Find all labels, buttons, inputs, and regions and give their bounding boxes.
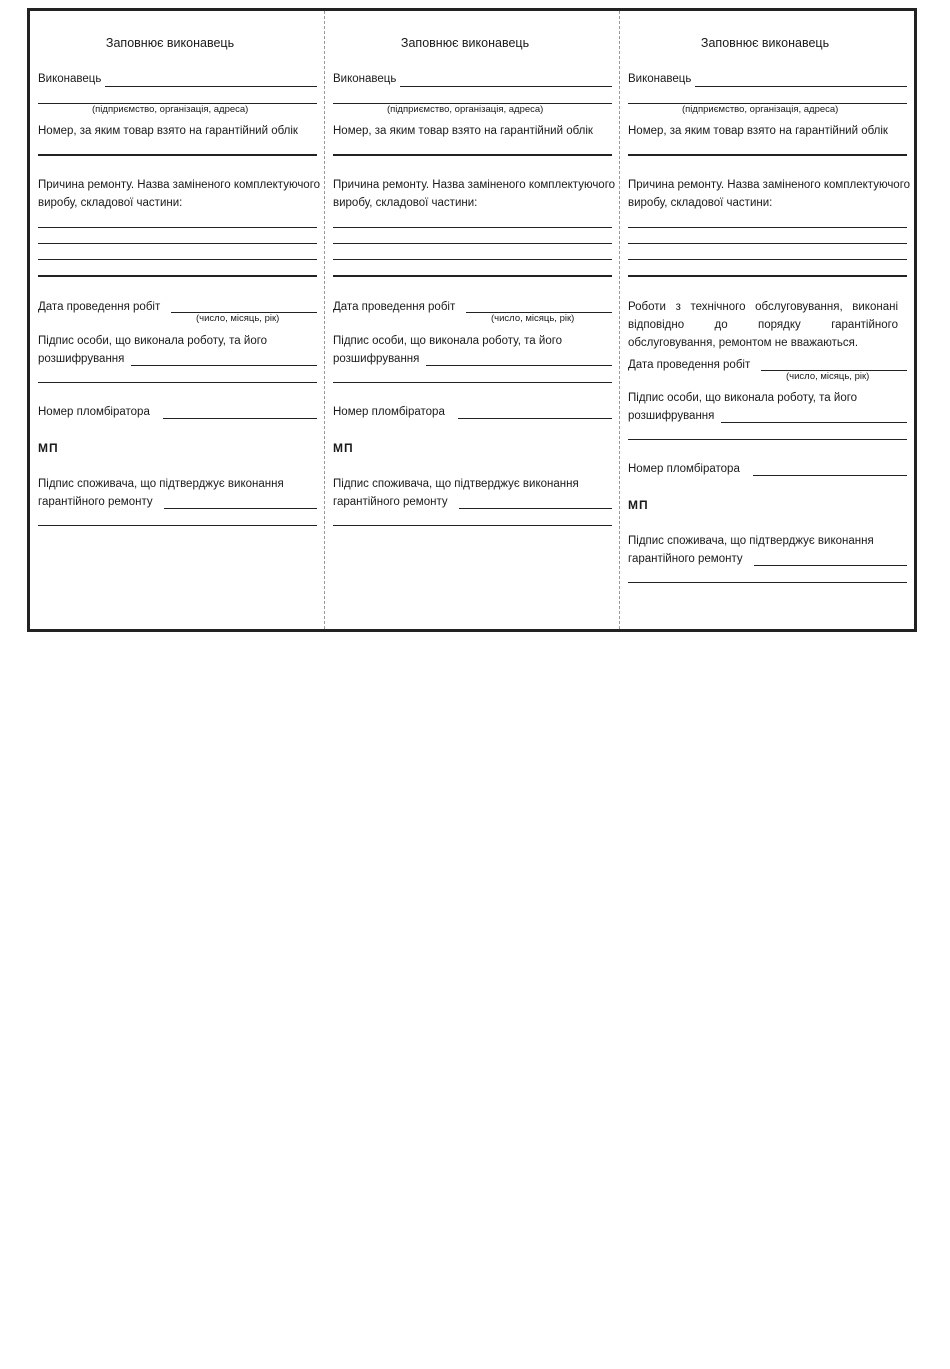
stamp-label: МП [38,441,59,455]
warranty-number-label: Номер, за яким товар взято на гарантійний облік [333,125,593,137]
executor-field-line[interactable] [105,86,317,87]
coupon-header: Заповнює виконавець [400,36,530,50]
repair-reason-field-line[interactable] [628,243,907,244]
consumer-signature-label-line1: Підпис споживача, що підтверджує виконання [38,478,284,490]
worker-signature-field-line-2[interactable] [628,439,907,440]
sealer-number-field-line[interactable] [163,418,317,419]
worker-signature-field-line[interactable] [426,365,612,366]
coupon-header: Заповнює виконавець [700,36,830,50]
worker-signature-label-line2: розшифрування [333,353,420,365]
consumer-signature-field-line[interactable] [459,508,612,509]
consumer-signature-label-line2: гарантійного ремонту [333,496,448,508]
consumer-signature-label-line1: Підпис споживача, що підтверджує виконання [628,535,874,547]
consumer-signature-label-line2: гарантійного ремонту [38,496,153,508]
work-date-label: Дата проведення робіт [38,301,161,313]
repair-reason-label-line2: виробу, складової частини: [333,197,478,209]
consumer-signature-field-line[interactable] [754,565,907,566]
repair-reason-field-line[interactable] [628,227,907,228]
worker-signature-field-line[interactable] [131,365,317,366]
repair-reason-field-line[interactable] [333,243,612,244]
consumer-signature-field-line-2[interactable] [333,525,612,526]
sealer-number-label: Номер пломбіратора [38,406,150,418]
repair-reason-field-line[interactable] [628,275,907,277]
executor-label: Виконавець [38,73,102,85]
maintenance-note: Роботи з технічного обслуговування, виконані відповідно до порядку гарантійного обслуговування, ремонтом не вважаються. [628,301,898,349]
stamp-label: МП [628,498,649,512]
repair-reason-field-line[interactable] [38,227,317,228]
work-date-hint: (число, місяць, рік) [786,371,870,382]
sealer-number-label: Номер пломбіратора [333,406,445,418]
stamp-label: МП [333,441,354,455]
executor-hint: (підприємство, організація, адреса) [682,104,839,115]
consumer-signature-field-line-2[interactable] [628,582,907,583]
warranty-number-field-line[interactable] [38,154,317,156]
repair-reason-field-line[interactable] [38,243,317,244]
repair-reason-field-line[interactable] [333,227,612,228]
sealer-number-field-line[interactable] [458,418,612,419]
worker-signature-label-line2: розшифрування [38,353,125,365]
consumer-signature-label-line2: гарантійного ремонту [628,553,743,565]
worker-signature-field-line[interactable] [721,422,907,423]
executor-field-line[interactable] [400,86,612,87]
executor-label: Виконавець [628,73,692,85]
warranty-number-field-line[interactable] [628,154,907,156]
repair-reason-field-line[interactable] [333,275,612,277]
repair-reason-label-line1: Причина ремонту. Назва заміненого комплектуючого [38,179,321,191]
warranty-coupon-2 [324,11,619,629]
worker-signature-label-line2: розшифрування [628,410,715,422]
repair-reason-label-line2: виробу, складової частини: [628,197,773,209]
sealer-number-field-line[interactable] [753,475,907,476]
coupon-header: Заповнює виконавець [105,36,235,50]
worker-signature-label-line1: Підпис особи, що виконала роботу, та його [38,335,268,347]
executor-hint: (підприємство, організація, адреса) [92,104,249,115]
executor-label: Виконавець [333,73,397,85]
consumer-signature-label-line1: Підпис споживача, що підтверджує виконання [333,478,579,490]
repair-reason-field-line[interactable] [38,275,317,277]
repair-reason-field-line[interactable] [628,259,907,260]
repair-reason-label-line2: виробу, складової частини: [38,197,183,209]
sealer-number-label: Номер пломбіратора [628,463,740,475]
warranty-number-label: Номер, за яким товар взято на гарантійний облік [628,125,888,137]
work-date-label: Дата проведення робіт [628,359,751,371]
consumer-signature-field-line[interactable] [164,508,317,509]
repair-reason-field-line[interactable] [38,259,317,260]
warranty-number-field-line[interactable] [333,154,612,156]
warranty-number-label: Номер, за яким товар взято на гарантійний облік [38,125,298,137]
consumer-signature-field-line-2[interactable] [38,525,317,526]
work-date-label: Дата проведення робіт [333,301,456,313]
executor-hint: (підприємство, організація, адреса) [387,104,544,115]
warranty-coupons-frame [27,8,917,632]
worker-signature-field-line-2[interactable] [38,382,317,383]
work-date-hint: (число, місяць, рік) [196,313,280,324]
work-date-hint: (число, місяць, рік) [491,313,575,324]
worker-signature-label-line1: Підпис особи, що виконала роботу, та його [333,335,563,347]
warranty-coupon-3 [619,11,914,629]
warranty-coupon-1 [30,11,324,629]
repair-reason-label-line1: Причина ремонту. Назва заміненого комплектуючого [333,179,616,191]
repair-reason-label-line1: Причина ремонту. Назва заміненого комплектуючого [628,179,911,191]
worker-signature-field-line-2[interactable] [333,382,612,383]
executor-field-line[interactable] [695,86,907,87]
repair-reason-field-line[interactable] [333,259,612,260]
worker-signature-label-line1: Підпис особи, що виконала роботу, та його [628,392,858,404]
